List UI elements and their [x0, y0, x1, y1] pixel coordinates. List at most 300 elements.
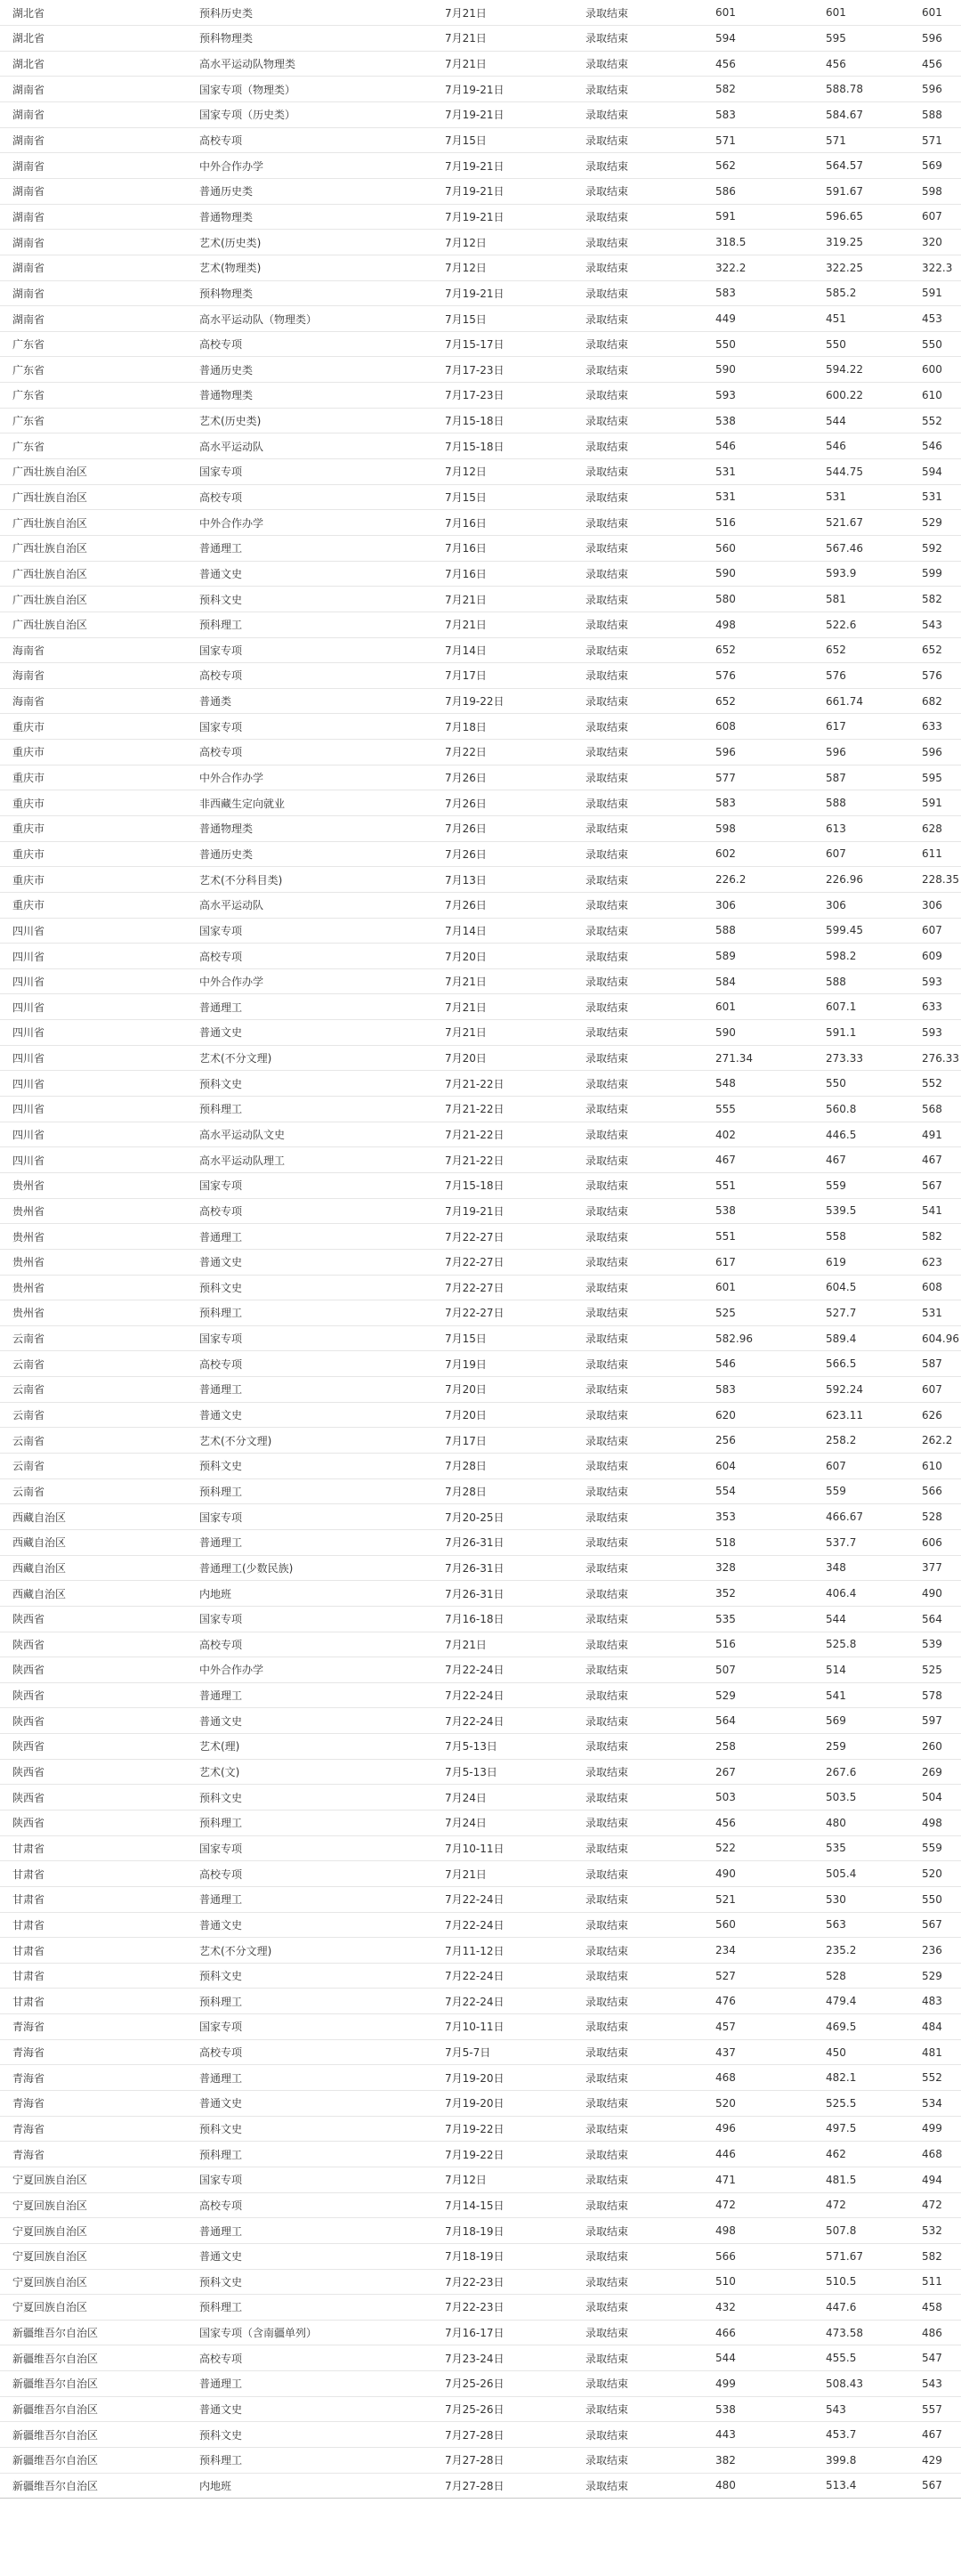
avg-score-cell: 235.2 — [813, 1938, 909, 1964]
status-cell: 录取结束 — [573, 230, 703, 255]
province-cell: 湖南省 — [0, 204, 187, 230]
avg-score-cell: 306 — [813, 892, 909, 918]
date-cell: 7月5-13日 — [432, 1734, 573, 1760]
table-row — [0, 2039, 961, 2065]
min-score-cell: 522 — [703, 1835, 813, 1861]
max-score-cell: 611 — [909, 841, 961, 867]
date-cell: 7月22-27日 — [432, 1224, 573, 1250]
date-cell: 7月28日 — [432, 1478, 573, 1504]
max-score-cell: 481 — [909, 2039, 961, 2065]
min-score-cell: 471 — [703, 2167, 813, 2192]
min-score-cell: 584 — [703, 968, 813, 994]
avg-score-cell: 607 — [813, 841, 909, 867]
max-score-cell: 260 — [909, 1734, 961, 1760]
avg-score-cell: 563 — [813, 1912, 909, 1938]
max-score-cell: 567 — [909, 1172, 961, 1198]
category-cell: 高校专项 — [187, 1861, 432, 1887]
date-cell: 7月15日 — [432, 306, 573, 332]
min-score-cell: 472 — [703, 2192, 813, 2218]
avg-score-cell: 544 — [813, 408, 909, 433]
max-score-cell: 550 — [909, 331, 961, 357]
table-row — [0, 1657, 961, 1683]
max-score-cell: 600 — [909, 357, 961, 383]
province-cell: 青海省 — [0, 2116, 187, 2142]
min-score-cell: 306 — [703, 892, 813, 918]
status-cell: 录取结束 — [573, 688, 703, 714]
avg-score-cell: 600.22 — [813, 383, 909, 409]
max-score-cell: 595 — [909, 765, 961, 790]
date-cell: 7月19-20日 — [432, 2091, 573, 2117]
province-cell: 湖南省 — [0, 77, 187, 102]
avg-score-cell: 595 — [813, 26, 909, 52]
min-score-cell: 583 — [703, 280, 813, 306]
date-cell: 7月19-21日 — [432, 77, 573, 102]
category-cell: 普通理工 — [187, 2218, 432, 2244]
category-cell: 预科文史 — [187, 2422, 432, 2448]
avg-score-cell: 505.4 — [813, 1861, 909, 1887]
status-cell: 录取结束 — [573, 2345, 703, 2371]
table-row — [0, 2371, 961, 2397]
province-cell: 海南省 — [0, 663, 187, 689]
avg-score-cell: 544 — [813, 1606, 909, 1632]
max-score-cell: 567 — [909, 1912, 961, 1938]
avg-score-cell: 607.1 — [813, 994, 909, 1020]
category-cell: 艺术(不分科目类) — [187, 867, 432, 893]
min-score-cell: 593 — [703, 383, 813, 409]
category-cell: 预科文史 — [187, 1454, 432, 1479]
province-cell: 宁夏回族自治区 — [0, 2192, 187, 2218]
table-row — [0, 51, 961, 77]
avg-score-cell: 560.8 — [813, 1097, 909, 1122]
status-cell: 录取结束 — [573, 2295, 703, 2321]
province-cell: 广西壮族自治区 — [0, 587, 187, 612]
category-cell: 国家专项 — [187, 918, 432, 944]
category-cell: 艺术(不分文理) — [187, 1045, 432, 1071]
province-cell: 甘肃省 — [0, 1963, 187, 1989]
category-cell: 国家专项 — [187, 459, 432, 485]
date-cell: 7月22-27日 — [432, 1249, 573, 1275]
table-row — [0, 1071, 961, 1097]
category-cell: 预科文史 — [187, 1275, 432, 1300]
date-cell: 7月22日 — [432, 740, 573, 766]
date-cell: 7月17-23日 — [432, 357, 573, 383]
category-cell: 艺术(历史类) — [187, 408, 432, 433]
date-cell: 7月15-17日 — [432, 331, 573, 357]
category-cell: 国家专项 — [187, 714, 432, 740]
category-cell: 普通文史 — [187, 2243, 432, 2269]
province-cell: 宁夏回族自治区 — [0, 2295, 187, 2321]
table-row — [0, 1963, 961, 1989]
table-row — [0, 561, 961, 587]
province-cell: 广东省 — [0, 357, 187, 383]
date-cell: 7月15-18日 — [432, 408, 573, 433]
max-score-cell: 682 — [909, 688, 961, 714]
min-score-cell: 583 — [703, 790, 813, 816]
table-row — [0, 1606, 961, 1632]
min-score-cell: 234 — [703, 1938, 813, 1964]
category-cell: 国家专项 — [187, 1606, 432, 1632]
max-score-cell: 453 — [909, 306, 961, 332]
category-cell: 艺术(不分文理) — [187, 1938, 432, 1964]
category-cell: 普通文史 — [187, 1020, 432, 1046]
date-cell: 7月14-15日 — [432, 2192, 573, 2218]
province-cell: 湖南省 — [0, 153, 187, 179]
date-cell: 7月26日 — [432, 841, 573, 867]
status-cell: 录取结束 — [573, 1912, 703, 1938]
max-score-cell: 552 — [909, 1071, 961, 1097]
status-cell: 录取结束 — [573, 1097, 703, 1122]
category-cell: 内地班 — [187, 1581, 432, 1607]
category-cell: 中外合作办学 — [187, 1657, 432, 1683]
province-cell: 甘肃省 — [0, 1989, 187, 2014]
province-cell: 四川省 — [0, 1045, 187, 1071]
category-cell: 普通历史类 — [187, 841, 432, 867]
date-cell: 7月19-21日 — [432, 280, 573, 306]
avg-score-cell: 564.57 — [813, 153, 909, 179]
min-score-cell: 467 — [703, 1147, 813, 1173]
max-score-cell: 607 — [909, 204, 961, 230]
min-score-cell: 466 — [703, 2320, 813, 2345]
min-score-cell: 571 — [703, 127, 813, 153]
min-score-cell: 562 — [703, 153, 813, 179]
min-score-cell: 652 — [703, 688, 813, 714]
table-row — [0, 892, 961, 918]
category-cell: 中外合作办学 — [187, 968, 432, 994]
status-cell: 录取结束 — [573, 331, 703, 357]
status-cell: 录取结束 — [573, 1198, 703, 1224]
status-cell: 录取结束 — [573, 510, 703, 536]
category-cell: 普通文史 — [187, 2091, 432, 2117]
table-row — [0, 535, 961, 561]
avg-score-cell: 585.2 — [813, 280, 909, 306]
table-row — [0, 765, 961, 790]
category-cell: 普通文史 — [187, 1249, 432, 1275]
avg-score-cell: 522.6 — [813, 612, 909, 637]
avg-score-cell: 451 — [813, 306, 909, 332]
min-score-cell: 591 — [703, 204, 813, 230]
category-cell: 高校专项 — [187, 2345, 432, 2371]
max-score-cell: 458 — [909, 2295, 961, 2321]
date-cell: 7月19-21日 — [432, 204, 573, 230]
date-cell: 7月12日 — [432, 230, 573, 255]
avg-score-cell: 507.8 — [813, 2218, 909, 2244]
category-cell: 国家专项 — [187, 1835, 432, 1861]
date-cell: 7月21日 — [432, 26, 573, 52]
date-cell: 7月24日 — [432, 1785, 573, 1810]
max-score-cell: 593 — [909, 1020, 961, 1046]
avg-score-cell: 588 — [813, 968, 909, 994]
min-score-cell: 322.2 — [703, 255, 813, 280]
category-cell: 普通理工 — [187, 1377, 432, 1403]
province-cell: 四川省 — [0, 918, 187, 944]
min-score-cell: 604 — [703, 1454, 813, 1479]
date-cell: 7月14日 — [432, 918, 573, 944]
date-cell: 7月19-21日 — [432, 1198, 573, 1224]
table-row — [0, 1759, 961, 1785]
date-cell: 7月28日 — [432, 1454, 573, 1479]
status-cell: 录取结束 — [573, 2269, 703, 2295]
min-score-cell: 531 — [703, 484, 813, 510]
category-cell: 预科文史 — [187, 1785, 432, 1810]
province-cell: 甘肃省 — [0, 1861, 187, 1887]
date-cell: 7月12日 — [432, 459, 573, 485]
avg-score-cell: 453.7 — [813, 2422, 909, 2448]
avg-score-cell: 613 — [813, 816, 909, 842]
date-cell: 7月26-31日 — [432, 1529, 573, 1555]
date-cell: 7月22-23日 — [432, 2269, 573, 2295]
max-score-cell: 596 — [909, 740, 961, 766]
category-cell: 高校专项 — [187, 1351, 432, 1377]
min-score-cell: 582.96 — [703, 1325, 813, 1351]
province-cell: 重庆市 — [0, 765, 187, 790]
table-row — [0, 2422, 961, 2448]
avg-score-cell: 550 — [813, 331, 909, 357]
date-cell: 7月17日 — [432, 1428, 573, 1454]
status-cell: 录取结束 — [573, 637, 703, 663]
status-cell: 录取结束 — [573, 1377, 703, 1403]
avg-score-cell: 604.5 — [813, 1275, 909, 1300]
min-score-cell: 620 — [703, 1402, 813, 1428]
min-score-cell: 318.5 — [703, 230, 813, 255]
category-cell: 高校专项 — [187, 1632, 432, 1657]
table-row — [0, 1224, 961, 1250]
status-cell: 录取结束 — [573, 740, 703, 766]
status-cell: 录取结束 — [573, 1810, 703, 1835]
avg-score-cell: 592.24 — [813, 1377, 909, 1403]
province-cell: 新疆维吾尔自治区 — [0, 2345, 187, 2371]
min-score-cell: 583 — [703, 1377, 813, 1403]
min-score-cell: 446 — [703, 2142, 813, 2167]
min-score-cell: 538 — [703, 1198, 813, 1224]
date-cell: 7月16日 — [432, 510, 573, 536]
category-cell: 艺术(不分文理) — [187, 1428, 432, 1454]
province-cell: 云南省 — [0, 1377, 187, 1403]
avg-score-cell: 569 — [813, 1708, 909, 1734]
table-row — [0, 1478, 961, 1504]
max-score-cell: 543 — [909, 2371, 961, 2397]
province-cell: 陕西省 — [0, 1606, 187, 1632]
avg-score-cell: 601 — [813, 0, 909, 26]
table-row — [0, 153, 961, 179]
status-cell: 录取结束 — [573, 1300, 703, 1326]
date-cell: 7月18日 — [432, 714, 573, 740]
min-score-cell: 594 — [703, 26, 813, 52]
table-row — [0, 127, 961, 153]
avg-score-cell: 525.5 — [813, 2091, 909, 2117]
avg-score-cell: 267.6 — [813, 1759, 909, 1785]
province-cell: 陕西省 — [0, 1657, 187, 1683]
max-score-cell: 322.3 — [909, 255, 961, 280]
avg-score-cell: 588 — [813, 790, 909, 816]
avg-score-cell: 479.4 — [813, 1989, 909, 2014]
table-row — [0, 816, 961, 842]
avg-score-cell: 527.7 — [813, 1300, 909, 1326]
status-cell: 录取结束 — [573, 2192, 703, 2218]
category-cell: 高校专项 — [187, 127, 432, 153]
min-score-cell: 652 — [703, 637, 813, 663]
max-score-cell: 504 — [909, 1785, 961, 1810]
province-cell: 湖南省 — [0, 306, 187, 332]
date-cell: 7月15-18日 — [432, 433, 573, 459]
min-score-cell: 498 — [703, 2218, 813, 2244]
date-cell: 7月19-21日 — [432, 153, 573, 179]
min-score-cell: 608 — [703, 714, 813, 740]
max-score-cell: 276.33 — [909, 1045, 961, 1071]
status-cell: 录取结束 — [573, 1122, 703, 1147]
category-cell: 中外合作办学 — [187, 510, 432, 536]
status-cell: 录取结束 — [573, 178, 703, 204]
status-cell: 录取结束 — [573, 433, 703, 459]
status-cell: 录取结束 — [573, 1454, 703, 1479]
avg-score-cell: 450 — [813, 2039, 909, 2065]
min-score-cell: 601 — [703, 0, 813, 26]
date-cell: 7月26-31日 — [432, 1581, 573, 1607]
table-row — [0, 1097, 961, 1122]
province-cell: 新疆维吾尔自治区 — [0, 2422, 187, 2448]
max-score-cell: 633 — [909, 994, 961, 1020]
max-score-cell: 606 — [909, 1529, 961, 1555]
province-cell: 广东省 — [0, 433, 187, 459]
table-row — [0, 688, 961, 714]
max-score-cell: 593 — [909, 968, 961, 994]
avg-score-cell: 596.65 — [813, 204, 909, 230]
date-cell: 7月19日 — [432, 1351, 573, 1377]
min-score-cell: 555 — [703, 1097, 813, 1122]
date-cell: 7月21日 — [432, 968, 573, 994]
table-row — [0, 2320, 961, 2345]
table-row — [0, 2167, 961, 2192]
table-row — [0, 2396, 961, 2422]
min-score-cell: 525 — [703, 1300, 813, 1326]
min-score-cell: 560 — [703, 535, 813, 561]
category-cell: 预科文史 — [187, 2116, 432, 2142]
status-cell: 录取结束 — [573, 816, 703, 842]
avg-score-cell: 576 — [813, 663, 909, 689]
province-cell: 陕西省 — [0, 1708, 187, 1734]
max-score-cell: 499 — [909, 2116, 961, 2142]
avg-score-cell: 528 — [813, 1963, 909, 1989]
table-row — [0, 1708, 961, 1734]
province-cell: 广西壮族自治区 — [0, 510, 187, 536]
status-cell: 录取结束 — [573, 918, 703, 944]
max-score-cell: 564 — [909, 1606, 961, 1632]
date-cell: 7月17日 — [432, 663, 573, 689]
min-score-cell: 468 — [703, 2065, 813, 2091]
category-cell: 普通文史 — [187, 2396, 432, 2422]
province-cell: 西藏自治区 — [0, 1581, 187, 1607]
max-score-cell: 511 — [909, 2269, 961, 2295]
province-cell: 云南省 — [0, 1454, 187, 1479]
table-row — [0, 510, 961, 536]
table-row — [0, 1300, 961, 1326]
category-cell: 普通理工 — [187, 2065, 432, 2091]
avg-score-cell: 348 — [813, 1555, 909, 1581]
min-score-cell: 546 — [703, 433, 813, 459]
max-score-cell: 472 — [909, 2192, 961, 2218]
province-cell: 陕西省 — [0, 1785, 187, 1810]
table-row — [0, 433, 961, 459]
status-cell: 录取结束 — [573, 484, 703, 510]
min-score-cell: 576 — [703, 663, 813, 689]
status-cell: 录取结束 — [573, 1989, 703, 2014]
category-cell: 普通理工 — [187, 1886, 432, 1912]
province-cell: 广西壮族自治区 — [0, 484, 187, 510]
province-cell: 新疆维吾尔自治区 — [0, 2320, 187, 2345]
category-cell: 普通理工 — [187, 1224, 432, 1250]
avg-score-cell: 508.43 — [813, 2371, 909, 2397]
province-cell: 广东省 — [0, 408, 187, 433]
max-score-cell: 320 — [909, 230, 961, 255]
max-score-cell: 610 — [909, 383, 961, 409]
status-cell: 录取结束 — [573, 2422, 703, 2448]
province-cell: 贵州省 — [0, 1249, 187, 1275]
province-cell: 湖南省 — [0, 255, 187, 280]
table-row — [0, 1734, 961, 1760]
avg-score-cell: 589.4 — [813, 1325, 909, 1351]
category-cell: 普通文史 — [187, 1708, 432, 1734]
table-row — [0, 2091, 961, 2117]
min-score-cell: 456 — [703, 1810, 813, 1835]
date-cell: 7月21-22日 — [432, 1147, 573, 1173]
avg-score-cell: 550 — [813, 1071, 909, 1097]
date-cell: 7月20日 — [432, 1377, 573, 1403]
category-cell: 预科文史 — [187, 587, 432, 612]
date-cell: 7月17-23日 — [432, 383, 573, 409]
avg-score-cell: 510.5 — [813, 2269, 909, 2295]
max-score-cell: 596 — [909, 26, 961, 52]
province-cell: 陕西省 — [0, 1734, 187, 1760]
category-cell: 预科文史 — [187, 1963, 432, 1989]
date-cell: 7月26日 — [432, 816, 573, 842]
category-cell: 国家专项 — [187, 1325, 432, 1351]
category-cell: 国家专项（含南疆单列） — [187, 2320, 432, 2345]
avg-score-cell: 399.8 — [813, 2448, 909, 2474]
status-cell: 录取结束 — [573, 1172, 703, 1198]
status-cell: 录取结束 — [573, 944, 703, 969]
min-score-cell: 437 — [703, 2039, 813, 2065]
table-row — [0, 1122, 961, 1147]
date-cell: 7月22-24日 — [432, 1912, 573, 1938]
status-cell: 录取结束 — [573, 1785, 703, 1810]
category-cell: 中外合作办学 — [187, 765, 432, 790]
date-cell: 7月21日 — [432, 612, 573, 637]
province-cell: 云南省 — [0, 1478, 187, 1504]
min-score-cell: 596 — [703, 740, 813, 766]
max-score-cell: 377 — [909, 1555, 961, 1581]
province-cell: 湖南省 — [0, 102, 187, 128]
min-score-cell: 510 — [703, 2269, 813, 2295]
category-cell: 高校专项 — [187, 663, 432, 689]
province-cell: 青海省 — [0, 2091, 187, 2117]
table-row — [0, 1989, 961, 2014]
province-cell: 甘肃省 — [0, 1835, 187, 1861]
status-cell: 录取结束 — [573, 0, 703, 26]
max-score-cell: 628 — [909, 816, 961, 842]
status-cell: 录取结束 — [573, 1249, 703, 1275]
category-cell: 中外合作办学 — [187, 153, 432, 179]
avg-score-cell: 482.1 — [813, 2065, 909, 2091]
province-cell: 西藏自治区 — [0, 1555, 187, 1581]
table-row — [0, 2448, 961, 2474]
min-score-cell: 554 — [703, 1478, 813, 1504]
province-cell: 四川省 — [0, 944, 187, 969]
table-row — [0, 1402, 961, 1428]
max-score-cell: 498 — [909, 1810, 961, 1835]
province-cell: 湖南省 — [0, 178, 187, 204]
max-score-cell: 582 — [909, 2243, 961, 2269]
max-score-cell: 567 — [909, 2473, 961, 2499]
min-score-cell: 516 — [703, 1632, 813, 1657]
